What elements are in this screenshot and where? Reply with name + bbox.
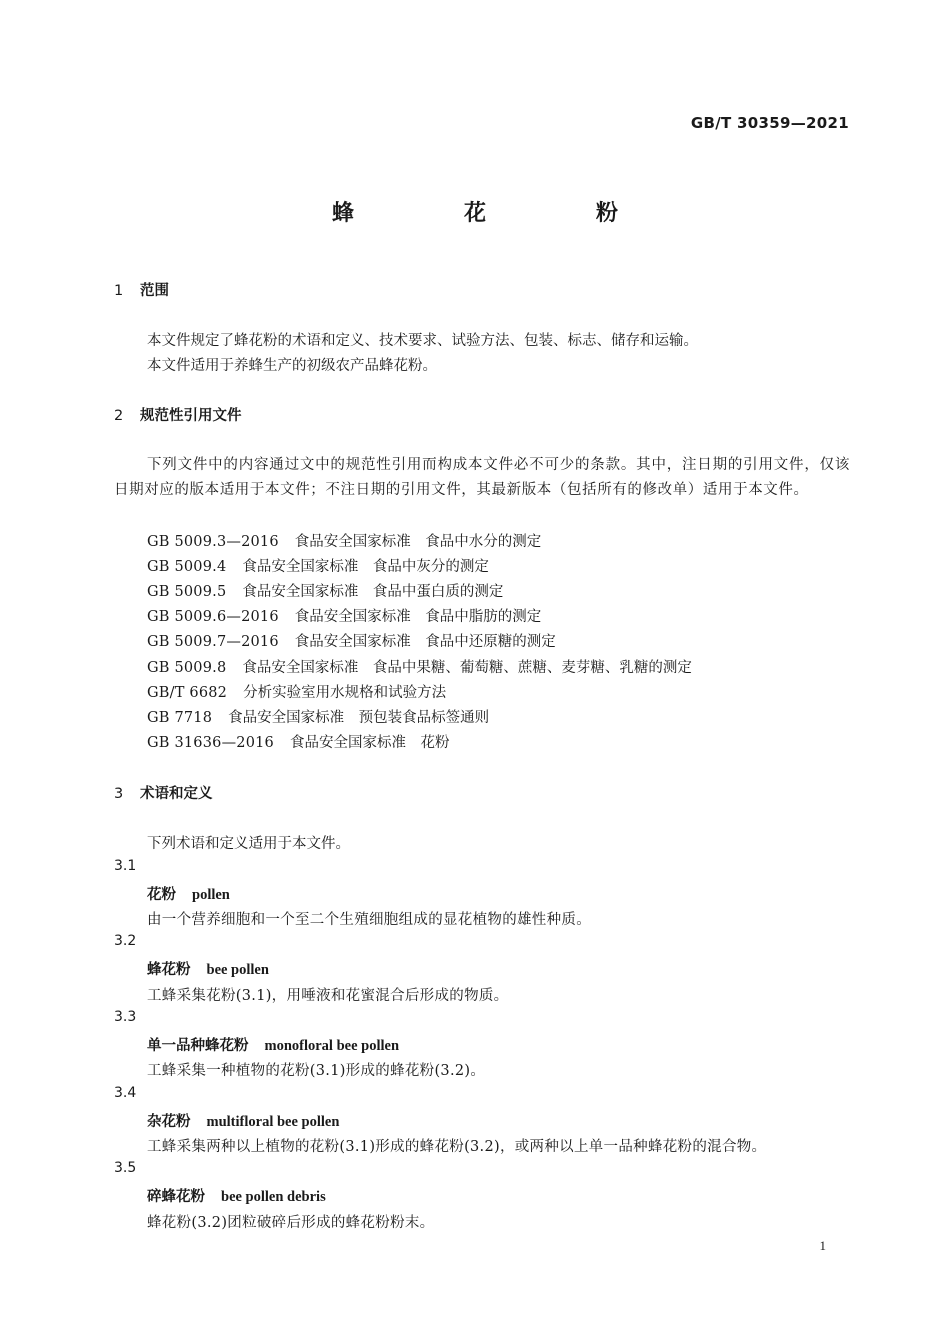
term-en: multifloral bee pollen (206, 1114, 340, 1130)
term-zh: 碎蜂花粉 (147, 1188, 205, 1205)
reference-title: 食品安全国家标准 食品中灰分的测定 (242, 559, 489, 575)
term-definition: 由一个营养细胞和一个至二个生殖细胞组成的显花植物的雄性种质。 (147, 912, 591, 928)
reference-code: GB 31636—2016 (147, 735, 274, 751)
term-number: 3.3 (114, 1009, 137, 1025)
page-number: 1 (819, 1238, 826, 1253)
reference-title: 食品安全国家标准 食品中果糖、葡萄糖、蔗糖、麦芽糖、乳糖的测定 (242, 660, 692, 676)
term-number: 3.1 (114, 858, 137, 874)
term-zh: 蜂花粉 (147, 961, 191, 978)
reference-code: GB 5009.8 (147, 660, 227, 676)
term-zh: 杂花粉 (147, 1113, 191, 1130)
reference-code: GB 5009.6—2016 (147, 609, 279, 625)
term-en: bee pollen (206, 962, 269, 978)
reference-title: 食品安全国家标准 食品中还原糖的测定 (294, 634, 556, 650)
reference-code: GB/T 6682 (147, 685, 228, 701)
reference-item (147, 706, 489, 727)
term-entry (147, 1185, 326, 1206)
section-title: 规范性引用文件 (140, 408, 242, 424)
reference-item (147, 580, 503, 601)
term-definition: 蜂花粉(3.2)团粒破碎后形成的蜂花粉粉末。 (147, 1215, 435, 1231)
document-title: 蜂 花 粉 (331, 201, 662, 226)
reference-title: 食品安全国家标准 食品中蛋白质的测定 (242, 584, 504, 600)
reference-code: GB 5009.3—2016 (147, 534, 279, 550)
section-heading-terms-and-definitions (114, 782, 213, 803)
section-number: 1 (114, 283, 124, 299)
terms-intro: 下列术语和定义适用于本文件。 (147, 836, 350, 852)
term-en: bee pollen debris (221, 1189, 326, 1205)
reference-title: 食品安全国家标准 花粉 (289, 735, 450, 751)
scope-paragraph-1: 本文件规定了蜂花粉的术语和定义、技术要求、试验方法、包装、标志、储存和运输。 (147, 333, 698, 349)
references-intro: 下列文件中的内容通过文中的规范性引用而构成本文件必不可少的条款。其中，注日期的引用文件，仅该日期对应的版本适用于本文件；不注日期的引用文件，其最新版本（包括所有的修改单）适用于本文件。 (114, 457, 850, 498)
term-number: 3.5 (114, 1160, 137, 1176)
reference-title: 食品安全国家标准 预包装食品标签通则 (228, 710, 490, 726)
section-heading-scope (114, 279, 169, 300)
term-entry (147, 1110, 339, 1131)
term-entry (147, 883, 230, 904)
reference-item (147, 605, 541, 626)
scope-paragraph-2: 本文件适用于养蜂生产的初级农产品蜂花粉。 (147, 358, 437, 374)
term-en: monofloral bee pollen (264, 1038, 400, 1054)
term-definition: 工蜂采集两种以上植物的花粉(3.1)形成的蜂花粉(3.2)，或两种以上单一品种蜂花粉的混合物。 (147, 1139, 767, 1155)
term-entry (147, 1034, 399, 1055)
reference-title: 食品安全国家标准 食品中脂肪的测定 (294, 609, 542, 625)
reference-item (147, 530, 541, 551)
reference-code: GB 7718 (147, 710, 213, 726)
reference-item (147, 731, 449, 752)
reference-item (147, 656, 692, 677)
reference-item (147, 681, 446, 702)
reference-item (147, 555, 489, 576)
reference-code: GB 5009.4 (147, 559, 227, 575)
term-number: 3.2 (114, 933, 137, 949)
reference-code: GB 5009.5 (147, 584, 227, 600)
term-zh: 单一品种蜂花粉 (147, 1037, 249, 1054)
term-entry (147, 958, 269, 979)
term-definition: 工蜂采集一种植物的花粉(3.1)形成的蜂花粉(3.2)。 (147, 1063, 486, 1079)
term-zh: 花粉 (147, 886, 176, 903)
term-en: pollen (192, 887, 230, 903)
term-definition: 工蜂采集花粉(3.1)，用唾液和花蜜混合后形成的物质。 (147, 988, 509, 1004)
standard-number: GB/T 30359—2021 (690, 114, 849, 132)
section-title: 范围 (140, 283, 169, 299)
section-number: 2 (114, 408, 124, 424)
reference-item (147, 630, 556, 651)
term-number: 3.4 (114, 1085, 137, 1101)
reference-title: 食品安全国家标准 食品中水分的测定 (294, 534, 542, 550)
section-title: 术语和定义 (140, 786, 213, 802)
section-number: 3 (114, 786, 124, 802)
reference-title: 分析实验室用水规格和试验方法 (243, 685, 447, 701)
reference-code: GB 5009.7—2016 (147, 634, 279, 650)
section-heading-normative-references (114, 404, 242, 425)
